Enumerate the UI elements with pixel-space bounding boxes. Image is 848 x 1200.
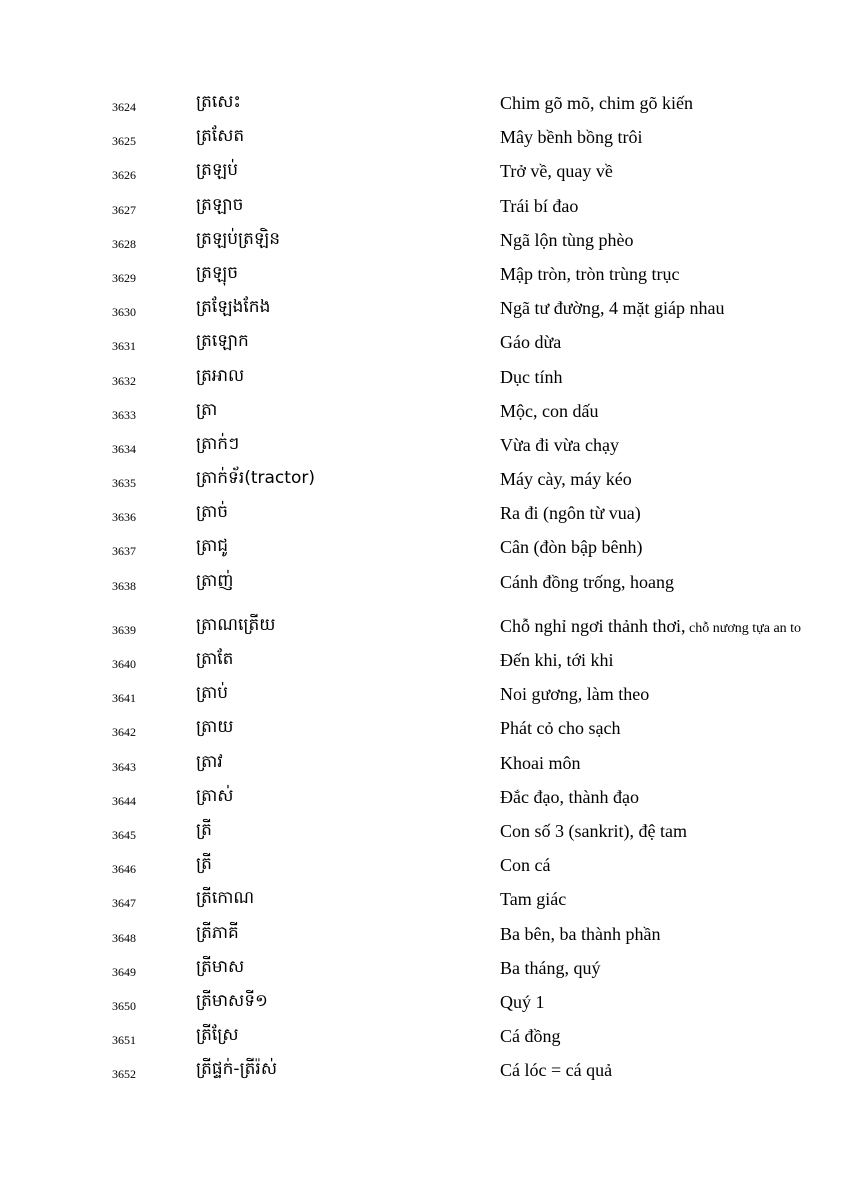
- entry-number: 3627: [112, 202, 136, 217]
- entry-number: 3635: [112, 476, 136, 491]
- list-item: [0, 747, 848, 781]
- vietnamese-translation: Mập tròn, tròn trùng trục: [500, 263, 680, 284]
- vietnamese-translation: Máy cày, máy kéo: [500, 469, 632, 490]
- vietnamese-translation: Phát cỏ cho sạch: [500, 718, 621, 739]
- vietnamese-translation: Cân (đòn bập bênh): [500, 537, 643, 558]
- entry-number: 3632: [112, 373, 136, 388]
- khmer-term: ត្រាក់ៗ: [196, 433, 240, 454]
- list-item: [0, 87, 848, 121]
- khmer-term: ត្រឡប់ត្រឡិន: [196, 228, 281, 249]
- vietnamese-translation: Khoai môn: [500, 752, 581, 773]
- khmer-term: ត្រី: [196, 854, 212, 875]
- vietnamese-translation: Noi gương, làm theo: [500, 684, 650, 705]
- list-item: [0, 190, 848, 224]
- entry-number: 3641: [112, 691, 136, 706]
- entry-number: 3645: [112, 827, 136, 842]
- list-item: [0, 883, 848, 917]
- translation-main: Chỗ nghỉ ngơi thảnh thơi,: [500, 615, 686, 636]
- list-item: [0, 781, 848, 815]
- vietnamese-translation: Mộc, con dấu: [500, 400, 599, 421]
- entry-number: 3644: [112, 793, 136, 808]
- khmer-term: ត្រឡុច: [196, 262, 239, 283]
- entry-list: [0, 87, 848, 1088]
- vietnamese-translation: Con số 3 (sankrit), đệ tam: [500, 820, 687, 841]
- khmer-term: ត្រីកោណ: [196, 888, 255, 909]
- list-item: [0, 1020, 848, 1054]
- entry-number: 3631: [112, 339, 136, 354]
- vietnamese-translation: Ngã tư đường, 4 mặt giáp nhau: [500, 298, 725, 319]
- vietnamese-translation: Tam giác: [500, 889, 567, 910]
- khmer-term: ត្រីផ្ទក់-ត្រីរ៉ស់: [196, 1059, 278, 1080]
- vietnamese-translation: [500, 615, 801, 640]
- vietnamese-translation: Trở về, quay về: [500, 161, 613, 182]
- vietnamese-translation: Dục tính: [500, 366, 563, 387]
- khmer-term: ត្រសេះ: [196, 92, 241, 112]
- khmer-term: ត្រឡែងកែង: [196, 297, 271, 318]
- entry-number: 3646: [112, 862, 136, 877]
- vietnamese-translation: Vừa đi vừa chạy: [500, 434, 619, 455]
- khmer-term: ត្រអាល: [196, 365, 245, 386]
- khmer-term: ត្រសែត: [196, 126, 245, 147]
- vietnamese-translation: Cá đồng: [500, 1026, 561, 1047]
- vietnamese-translation: Ngã lộn tùng phèo: [500, 229, 634, 250]
- entry-number: 3637: [112, 544, 136, 559]
- list-item: [0, 395, 848, 429]
- translation-overflow: chỗ nương tựa an to: [685, 620, 802, 636]
- vietnamese-translation: Chim gõ mõ, chim gõ kiến: [500, 93, 693, 113]
- vietnamese-translation: Cá lóc = cá quả: [500, 1060, 613, 1081]
- list-item: [0, 566, 848, 600]
- list-item: [0, 258, 848, 292]
- entry-number: 3638: [112, 578, 136, 593]
- list-item: [0, 952, 848, 986]
- khmer-term: ត្រាប់: [196, 683, 229, 704]
- khmer-term: ត្រីមាស: [196, 956, 245, 977]
- list-item: [0, 497, 848, 531]
- list-item: [0, 155, 848, 189]
- vietnamese-translation: Trái bí đao: [500, 195, 579, 216]
- khmer-term: ត្រាតែ: [196, 649, 234, 669]
- entry-number: 3651: [112, 1033, 136, 1048]
- khmer-term: ត្រីស្រែ: [196, 1025, 239, 1046]
- khmer-term: ត្រី: [196, 819, 212, 840]
- list-item: [0, 1054, 848, 1088]
- list-item: [0, 610, 848, 644]
- list-item: [0, 712, 848, 746]
- vietnamese-translation: Cánh đồng trống, hoang: [500, 571, 674, 592]
- khmer-term: ត្រាយ: [196, 717, 234, 738]
- entry-number: 3624: [112, 100, 136, 114]
- vietnamese-translation: Quý 1: [500, 991, 545, 1012]
- entry-number: 3647: [112, 896, 136, 911]
- khmer-term: ត្រឡោក: [196, 331, 249, 352]
- vietnamese-translation: Ra đi (ngôn từ vua): [500, 503, 641, 524]
- khmer-term: ត្រាស់: [196, 785, 234, 806]
- list-item: [0, 531, 848, 565]
- khmer-term: ត្រាច់: [196, 502, 229, 523]
- vietnamese-translation: Mây bềnh bồng trôi: [500, 127, 643, 148]
- list-item: [0, 815, 848, 849]
- entry-number: 3634: [112, 441, 136, 456]
- vietnamese-translation: Đắc đạo, thành đạo: [500, 786, 639, 807]
- khmer-term: ត្រីមាសទី១: [196, 990, 268, 1011]
- list-item: [0, 224, 848, 258]
- entry-number: 3648: [112, 930, 136, 945]
- entry-number: 3643: [112, 759, 136, 774]
- list-item: [0, 463, 848, 497]
- list-item: [0, 429, 848, 463]
- entry-number: 3626: [112, 168, 136, 183]
- list-item: [0, 121, 848, 155]
- khmer-term: ត្រាវ: [196, 751, 223, 772]
- khmer-term: ត្រាក់ទ័រ(tractor): [196, 468, 315, 489]
- list-item: [0, 326, 848, 360]
- entry-number: 3650: [112, 998, 136, 1013]
- entry-number: 3633: [112, 407, 136, 422]
- list-item: [0, 986, 848, 1020]
- vietnamese-translation: Đến khi, tới khi: [500, 650, 614, 670]
- vietnamese-translation: Ba tháng, quý: [500, 957, 601, 978]
- list-item: [0, 849, 848, 883]
- khmer-term: ត្រីភាគី: [196, 922, 239, 943]
- list-item: [0, 292, 848, 326]
- vietnamese-translation: Ba bên, ba thành phần: [500, 923, 661, 944]
- khmer-term: ត្រាញ់: [196, 570, 234, 591]
- list-item: [0, 644, 848, 678]
- khmer-term: ត្រឡប់: [196, 160, 239, 181]
- entry-number: 3649: [112, 964, 136, 979]
- entry-number: 3652: [112, 1067, 136, 1082]
- vietnamese-translation: Gáo dừa: [500, 332, 562, 353]
- list-item: [0, 361, 848, 395]
- entry-number: 3628: [112, 236, 136, 251]
- entry-number: 3636: [112, 510, 136, 525]
- entry-number: 3640: [112, 657, 136, 671]
- entry-number: 3630: [112, 305, 136, 320]
- khmer-term: ត្រឡាច: [196, 194, 244, 215]
- entry-number: 3629: [112, 270, 136, 285]
- list-item: [0, 678, 848, 712]
- vietnamese-translation: Con cá: [500, 855, 551, 876]
- entry-number: 3625: [112, 134, 136, 149]
- entry-number: 3642: [112, 725, 136, 740]
- khmer-term: ត្រាជូ: [196, 536, 229, 557]
- khmer-term: ត្រា: [196, 399, 218, 420]
- khmer-term: ត្រាណត្រើយ: [196, 614, 276, 635]
- list-item: [0, 918, 848, 952]
- entry-number: 3639: [112, 622, 136, 637]
